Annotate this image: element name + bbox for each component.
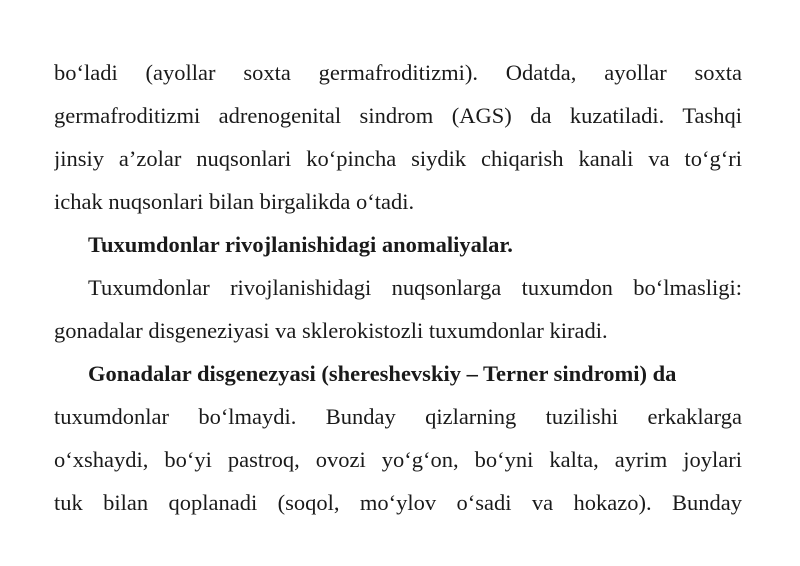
bold-paragraph-lead: Gonadalar disgenezyasi (shereshevskiy – Terner sindromi) da [88,361,677,386]
paragraph-line: germafroditizmi adrenogenital sindrom (AGS) da kuzatiladi. Tashqi [54,103,742,128]
paragraph-line: gonadalar disgeneziyasi va sklerokistozli tuxumdonlar kiradi. [54,318,608,343]
paragraph-line: tuxumdonlar bo‘lmaydi. Bunday qizlarning tuzilishi erkaklarga [54,404,742,429]
paragraph-line: o‘xshaydi, bo‘yi pastroq, ovozi yo‘g‘on, bo‘yni kalta, ayrim joylari [54,447,742,472]
paragraph-line: bo‘ladi (ayollar soxta germafroditizmi). Odatda, ayollar soxta [54,60,742,85]
paragraph-line: ichak nuqsonlari bilan birgalikda o‘tadi. [54,189,415,214]
paragraph-line: jinsiy a’zolar nuqsonlari ko‘pincha siydik chiqarish kanali va to‘g‘ri [54,146,742,171]
paragraph-line: Tuxumdonlar rivojlanishidagi nuqsonlarga tuxumdon bo‘lmasligi: [88,275,742,300]
paragraph-line: tuk bilan qoplanadi (soqol, mo‘ylov o‘sadi va hokazo). Bunday [54,490,742,515]
section-heading: Tuxumdonlar rivojlanishidagi anomaliyalar. [88,232,513,257]
document-page [54,51,742,524]
